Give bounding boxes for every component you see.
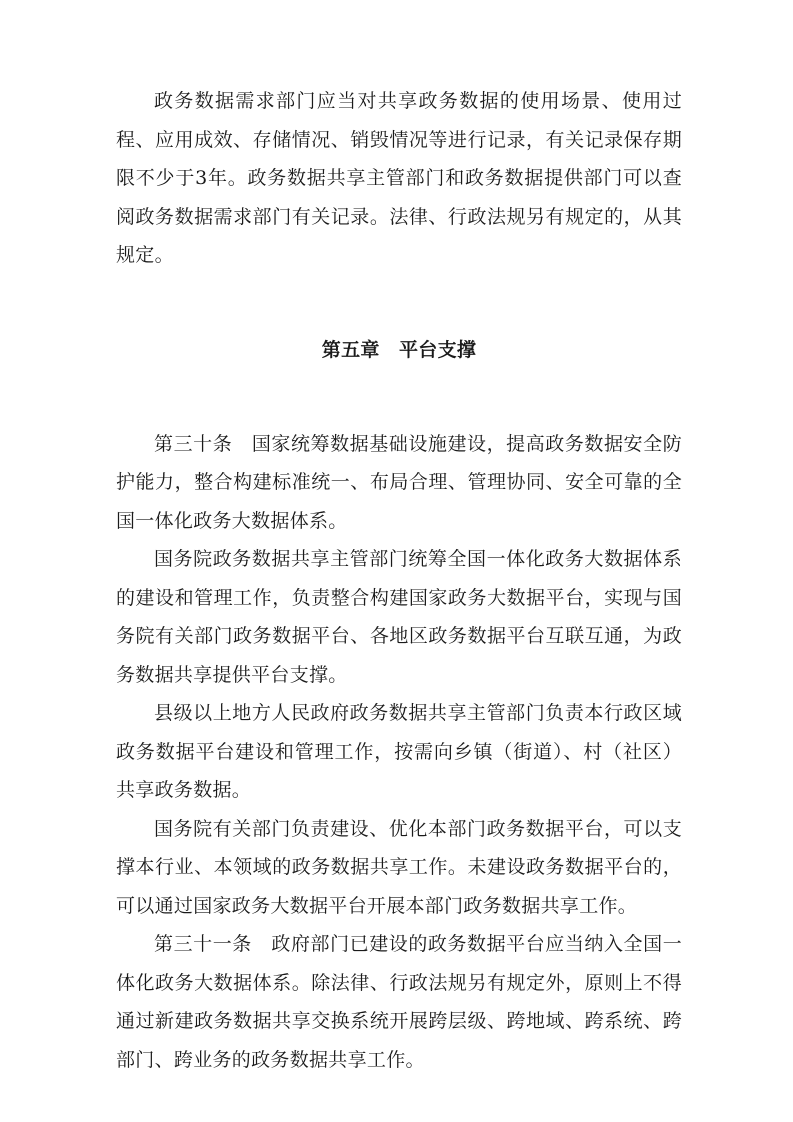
document-body (116, 82, 682, 1079)
chapter-title: 第五章 平台支撑 (321, 338, 477, 361)
paragraph-article-30: 第三十条 国家统筹数据基础设施建设，提高政务数据安全防护能力，整合构建标准统一、布局合理、管理协同、安全可靠的全国一体化政务大数据体系。 (116, 432, 682, 532)
paragraph-record-keeping: 政务数据需求部门应当对共享政务数据的使用场景、使用过程、应用成效、存储情况、销毁情况等进行记录，有关记录保存期限不少于3年。政务数据共享主管部门和政务数据提供部门可以查阅政务数据需求部门有关记录。法律、行政法规另有规定的，从其规定。 (116, 90, 682, 266)
paragraph-department-platform: 国务院有关部门负责建设、优化本部门政务数据平台，可以支撑本行业、本领域的政务数据共享工作。未建设政务数据平台的，可以通过国家政务大数据平台开展本部门政务数据共享工作。 (116, 817, 682, 917)
paragraph-local-platform: 县级以上地方人民政府政务数据共享主管部门负责本行政区域政务数据平台建设和管理工作，按需向乡镇（街道）、村（社区）共享政务数据。 (116, 702, 682, 801)
paragraph-article-31: 第三十一条 政府部门已建设的政务数据平台应当纳入全国一体化政务大数据体系。除法律、行政法规另有规定外，原则上不得通过新建政务数据共享交换系统开展跨层级、跨地域、跨系统、跨部门、跨业务的政务数据共享工作。 (116, 933, 682, 1071)
paragraph-state-council-platform: 国务院政务数据共享主管部门统筹全国一体化政务大数据体系的建设和管理工作，负责整合构建国家政务大数据平台，实现与国务院有关部门政务数据平台、各地区政务数据平台互联互通，为政务数据共享提供平台支撑。 (116, 548, 682, 686)
